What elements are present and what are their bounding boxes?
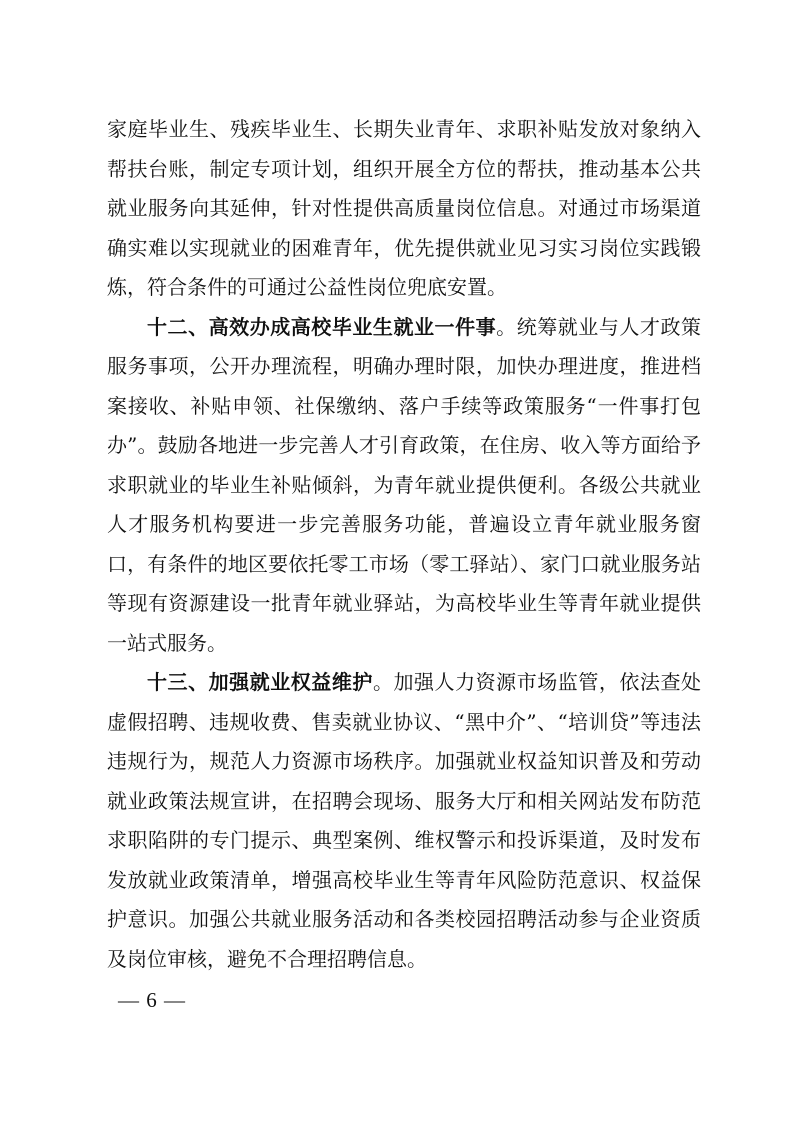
paragraph-section-13 (107, 663, 701, 979)
document-body (107, 110, 701, 979)
paragraph-text: 家庭毕业生、残疾毕业生、长期失业青年、求职补贴发放对象纳入帮扶台账，制定专项计划，组织开展全方位的帮扶，推动基本公共就业服务向其延伸，针对性提供高质量岗位信息。对通过市场渠道确实难以实现就业的困难青年，优先提供就业见习实习岗位实践锻炼，符合条件的可通过公益性岗位兜底安置。 (107, 117, 701, 299)
paragraph-text: 。加强人力资源市场监管，依法查处虚假招聘、违规收费、售卖就业协议、“黑中介”、“培训贷”等违法违规行为，规范人力资源市场秩序。加强就业权益知识普及和劳动就业政策法规宣讲，在招聘会现场、服务大厅和相关网站发布防范求职陷阱的专门提示、典型案例、维权警示和投诉渠道，及时发布发放就业政策清单，增强高校毕业生等青年风险防范意识、权益保护意识。加强公共就业服务活动和各类校园招聘活动参与企业资质及岗位审核，避免不合理招聘信息。 (107, 670, 702, 971)
section-heading-13: 十三、加强就业权益维护 (147, 670, 373, 694)
paragraph-section-12 (107, 308, 701, 664)
section-heading-12: 十二、高效办成高校毕业生就业一件事 (147, 314, 497, 339)
paragraph-continuation (107, 110, 701, 308)
page-number: — 6 — (118, 988, 186, 1012)
paragraph-text: 。统筹就业与人才政策服务事项，公开办理流程，明确办理时限，加快办理进度，推进档案接收、补贴申领、社保缴纳、落户手续等政策服务“一件事打包办”。鼓励各地进一步完善人才引育政策，在住房、收入等方面给予求职就业的毕业生补贴倾斜，为青年就业提供便利。各级公共就业人才服务机构要进一步完善服务功能，普遍设立青年就业服务窗口，有条件的地区要依托零工市场（零工驿站）、家门口就业服务站等现有资源建设一批青年就业驿站，为高校毕业生等青年就业提供一站式服务。 (107, 314, 702, 655)
